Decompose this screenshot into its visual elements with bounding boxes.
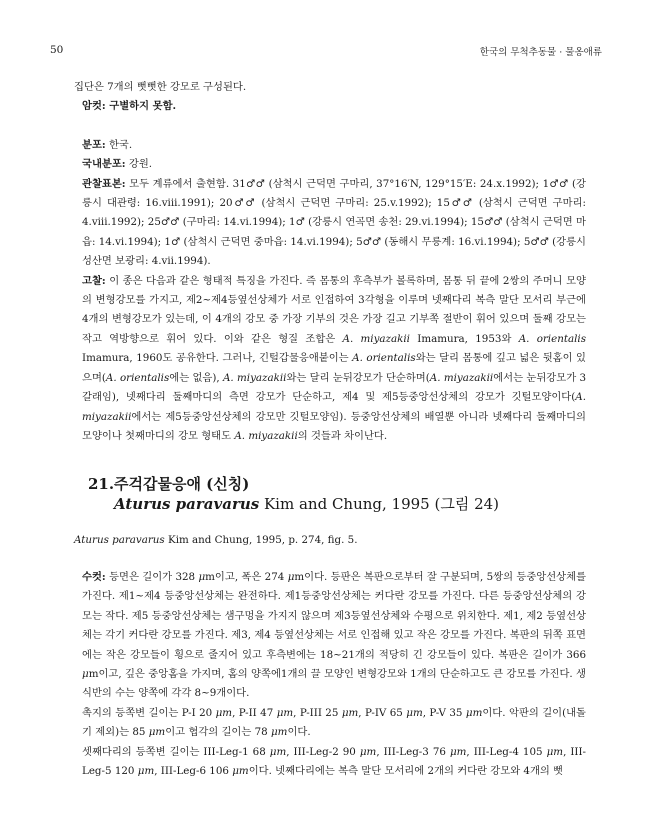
leg-text-segment: μm bbox=[137, 765, 155, 778]
leg-text-segment: , III-Leg-4 105 bbox=[466, 745, 547, 758]
examined-specimens-paragraph bbox=[74, 175, 586, 272]
distribution-label: 분포: bbox=[82, 138, 106, 151]
palp-text-segment: , P-II 47 bbox=[232, 706, 277, 719]
remarks-text-segment: A. miyazakii bbox=[429, 371, 494, 384]
remarks-text-segment: 의 것들과 차이난다. bbox=[297, 429, 388, 442]
palp-text-segment: μm bbox=[341, 706, 359, 719]
palp-paragraph bbox=[74, 704, 586, 743]
male-text-segment: 등면은 길이가 328 bbox=[109, 571, 199, 583]
domestic-distribution-text: 강원. bbox=[128, 158, 153, 171]
palp-text bbox=[82, 707, 586, 738]
section-scientific-name: Aturus paravarus bbox=[114, 495, 260, 513]
female-note-text: 암컷: 구별하지 못함. bbox=[82, 100, 177, 113]
leg-text-segment: , III-Leg-2 90 bbox=[286, 745, 360, 758]
leg-text-segment: μm bbox=[269, 745, 287, 758]
palp-text-segment: 이다. 악판의 길이(내돌기 제외)는 85 bbox=[82, 706, 586, 739]
palp-text-segment: , P-IV 65 bbox=[358, 706, 407, 719]
male-text-segment: μ bbox=[287, 571, 295, 583]
section-authority: Kim and Chung, 1995 (그림 24) bbox=[259, 495, 500, 513]
remarks-text-segment: A. miyazakii bbox=[82, 391, 586, 423]
palp-text-segment: , P-V 35 bbox=[422, 706, 466, 719]
section-heading bbox=[88, 474, 608, 514]
page-header bbox=[50, 44, 602, 58]
palp-text-segment: μm bbox=[148, 726, 166, 739]
palp-text-segment: 촉지의 등쪽변 길이는 P-I 20 bbox=[82, 706, 216, 719]
remarks-text-segment: A. orientalis bbox=[352, 352, 416, 365]
leg-text-segment: , III-Leg-3 76 bbox=[376, 745, 450, 758]
remarks-text-segment: A. orientalis bbox=[105, 371, 170, 384]
leg-text-segment: μm bbox=[546, 745, 564, 758]
reference-species: Aturus paravarus bbox=[74, 534, 165, 546]
palp-text-segment: μm bbox=[270, 726, 288, 739]
page-number: 50 bbox=[50, 44, 64, 56]
palp-text-segment: μm bbox=[406, 706, 423, 719]
remarks-paragraph bbox=[74, 272, 586, 447]
palp-text-segment: μm bbox=[276, 706, 294, 719]
leg-paragraph bbox=[74, 743, 586, 782]
remarks-text-segment: 와는 달리 눈뒤강모가 단순하며( bbox=[286, 371, 430, 384]
leg-text bbox=[82, 746, 586, 777]
domestic-distribution-paragraph bbox=[74, 155, 586, 174]
distribution-paragraph bbox=[74, 136, 586, 155]
remarks-text-segment: A. miyazakii bbox=[342, 332, 410, 345]
male-label: 수컷: bbox=[82, 571, 106, 583]
remarks-text-segment: A. miyazakii bbox=[234, 429, 298, 442]
leg-text-segment: 이다. 넷째다리에는 복측 말단 모서리에 2개의 커다란 강모와 4개의 뻣 bbox=[248, 765, 564, 778]
palp-text-segment: 이다. bbox=[287, 726, 311, 739]
palp-text-segment: μm bbox=[215, 706, 233, 719]
male-text-segment: m이고, 폭은 274 bbox=[205, 571, 288, 583]
remarks-label: 고찰: bbox=[82, 274, 106, 287]
leg-text-segment: , III-Leg-5 120 bbox=[82, 745, 587, 778]
remarks-text-segment: A. orientalis bbox=[518, 332, 586, 345]
palp-text-segment: 이고 협각의 길이는 78 bbox=[165, 726, 271, 739]
intro-line: 집단은 7개의 뻣뻣한 강모로 구성된다. bbox=[74, 81, 247, 93]
species-account-continued bbox=[74, 78, 586, 446]
remarks-text bbox=[82, 275, 586, 442]
male-description bbox=[74, 568, 586, 781]
palp-text-segment: μm bbox=[465, 706, 483, 719]
remarks-text-segment: 에는 없음), bbox=[169, 371, 223, 384]
synonymy-reference bbox=[74, 531, 586, 550]
male-text-segment: μ bbox=[198, 571, 206, 583]
reference-citation: Kim and Chung, 1995, p. 274, fig. 5. bbox=[164, 534, 358, 546]
leg-text-segment: μm bbox=[359, 745, 377, 758]
remarks-text-segment: 에서는 눈뒤강모가 3갈래임), 넷째다리 둘째마디의 측면 강모가 단순하고, 제4 및 제5등중앙선상체의 강모가 깃털모양이다( bbox=[82, 371, 587, 404]
remarks-text-segment: 이 종은 다음과 같은 형태적 특징을 가진다. 즉 몸통의 후측부가 볼록하며, 몸통 뒤 끝에 2쌍의 주머니 모양의 변형강모를 가지고, 제2~제4등옆선상체가 서로 인접하여 3각형을 이루며 넷째다리 복측 말단 모서리 부근에 4개의 변형강모가 있는데, 이 4개의 강모 중 가장 기부의 것은 가장 길고 기부쪽 절반이 휘어 있으며 둘째 강모는 작고 역방향으로 휘어 있다. 이와 같은 형질 조합은 bbox=[82, 274, 586, 345]
domestic-distribution-label: 국내분포: bbox=[82, 158, 126, 171]
distribution-text: 한국. bbox=[108, 138, 133, 151]
male-text bbox=[82, 571, 586, 699]
remarks-text-segment: Imamura, 1960도 공유한다. 그러나, 긴털갑물응애붙이는 bbox=[82, 352, 353, 365]
leg-text-segment: μm bbox=[232, 765, 249, 778]
remarks-text-segment: 와는 달리 몸통에 깊고 넓은 뒷홈이 있으며( bbox=[82, 352, 587, 384]
section-korean-name: 주걱갑물응애 (신칭) bbox=[114, 475, 250, 493]
running-title: 한국의 무척추동물 · 물옹애류 bbox=[479, 47, 602, 58]
leg-text-segment: μm bbox=[449, 745, 467, 758]
leg-text-segment: 셋째다리의 등쪽변 길이는 III-Leg-1 68 bbox=[82, 745, 270, 758]
remarks-text-segment: 에서는 제5등중앙선상체의 강모만 깃털모양임). 등중앙선상체의 배열뿐 아니라 넷째다리 둘째마디의 모양이나 첫째마디의 강모 형태도 bbox=[82, 410, 586, 442]
remarks-text-segment: Imamura, 1953와 bbox=[409, 332, 519, 345]
female-note bbox=[74, 97, 586, 116]
male-text-segment: μ bbox=[82, 668, 89, 681]
male-paragraph bbox=[74, 568, 586, 704]
remarks-text-segment: A. miyazakii bbox=[223, 371, 287, 384]
examined-specimens-text: 모두 계류에서 출현함. 31♂♂ (삼척시 근덕면 구마리, 37°16′N, 129°15′E: 24.x.1992); 1♂♂ (강릉시 대관령: 16.viii.1991); 20♂♂ (삼척시 근덕면 구마리: 25.v.1992); 15♂♂ (삼척시 근덕면 구마리: 4.viii.1992); 25♂♂ (구마리: 14.vi.1994); 1♂ (강릉시 연곡면 송천: 29.vi.1994); 15♂♂ (삼척시 근덕면 마읍: 14.vi.1994); 1♂ (삼척시 근덕면 중마읍: 14.vi.1994); 5♂♂ (동해시 무릉계: 16.vi.1994); 5♂♂ (강릉시 성산면 보광리: 4.vii.1994). bbox=[82, 177, 586, 268]
section-scientific-line bbox=[88, 494, 608, 514]
male-text-segment: m이다. 등판은 복판으로부터 잘 구분되며, 5쌍의 등중앙선상체를 가진다. 제1~제4 등중앙선상체는 완전하다. 제1등중앙선상체는 커다란 강모를 가진다. 다른 등중앙선상체의 강모는 작다. 제5 등중앙선상체는 샘구멍을 가지지 않으며 제3등옆선상체와 수평으로 위치한다. 제1, 제2 등옆선상체는 각기 커다란 강모를 가진다. 제3, 제4 등옆선상체는 서로 인접해 있고 작은 강모를 가진다. 복판의 뒤쪽 표면에는 작은 강모들이 횡으로 줄지어 있고 후측변에는 18~21개의 적당히 긴 강모들이 있다. 복판은 길이가 366 bbox=[82, 571, 587, 661]
leg-text-segment: , III-Leg-6 106 bbox=[154, 765, 233, 778]
examined-specimens-label: 관찰표본: bbox=[82, 177, 126, 190]
section-number: 21. bbox=[88, 475, 115, 493]
palp-text-segment: , P-III 25 bbox=[293, 706, 342, 719]
male-text-segment: m이고, 깊은 중앙홈을 가지며, 홈의 양쪽에1개의 끌 모양인 변형강모와 1개의 단순하고도 큰 강모를 가진다. 생식반의 수는 양쪽에 각각 8~9개이다. bbox=[82, 668, 586, 700]
